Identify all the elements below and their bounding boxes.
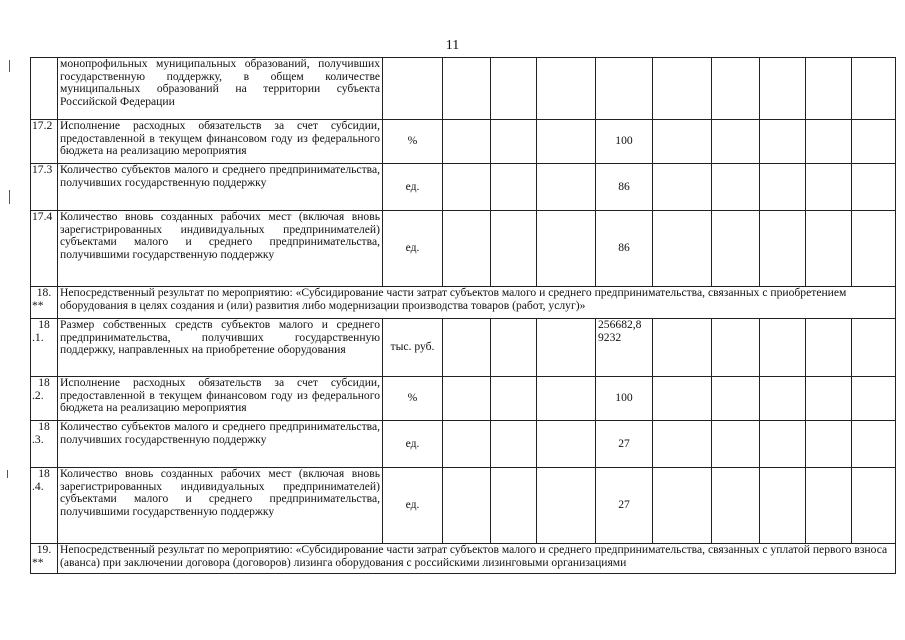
value-cell [852, 319, 896, 377]
value-cell [443, 164, 491, 211]
value-cell [443, 421, 491, 468]
row-number [31, 544, 58, 574]
scan-mark [7, 470, 8, 478]
value-cell [491, 319, 537, 377]
row-number: 17.4 [31, 211, 58, 287]
table-row [31, 377, 896, 421]
value-cell [852, 421, 896, 468]
row-number [31, 468, 58, 544]
unit-cell: % [383, 120, 443, 164]
table-row [31, 287, 896, 319]
value-cell [443, 120, 491, 164]
value-cell [491, 120, 537, 164]
value-cell [653, 211, 712, 287]
value-cell [537, 58, 596, 120]
row-number-part: .2. [32, 388, 44, 402]
row-number-part: .4. [32, 479, 44, 493]
indicator-name: Количество вновь созданных рабочих мест (включая вновь зарегистрированных индивидуальных предпринимателей) субъектами малого и среднего предпринимательства, получившими государственную поддержку [58, 211, 383, 287]
target-value: 86 [596, 211, 653, 287]
row-number-part: ** [32, 298, 44, 312]
value-cell [537, 468, 596, 544]
value-cell [806, 468, 852, 544]
target-value: 27 [596, 421, 653, 468]
value-cell [712, 120, 760, 164]
row-number-part: 18 [38, 318, 50, 331]
value-cell [712, 319, 760, 377]
row-number-part: ** [32, 555, 44, 569]
value-cell [760, 120, 806, 164]
indicator-name: Количество вновь созданных рабочих мест (включая вновь зарегистрированных индивидуальных предпринимателей) субъектами малого и среднего предпринимательства, получившими государственную поддержку [58, 468, 383, 544]
unit-cell: ед. [383, 164, 443, 211]
row-number [31, 58, 58, 120]
value-cell [491, 377, 537, 421]
target-value-part: 9232 [598, 330, 622, 344]
value-cell [491, 468, 537, 544]
unit-cell [383, 58, 443, 120]
value-cell [443, 211, 491, 287]
value-cell [491, 164, 537, 211]
value-cell [806, 421, 852, 468]
value-cell [491, 421, 537, 468]
row-number [31, 421, 58, 468]
target-value: 100 [596, 120, 653, 164]
target-value: 27 [596, 468, 653, 544]
value-cell [852, 120, 896, 164]
value-cell [852, 377, 896, 421]
value-cell [760, 319, 806, 377]
value-cell [852, 58, 896, 120]
value-cell [537, 421, 596, 468]
result-description: Непосредственный результат по мероприятию: «Субсидирование части затрат субъектов малого и среднего предпринимательства, связанных с уплатой первого взноса (аванса) при заключении договора (договоров) лизинга оборудования с российскими лизинговыми организациями [58, 544, 896, 574]
indicator-name: Исполнение расходных обязательств за счет субсидии, предоставленной в текущем финансовом году из федерального бюджета на реализацию мероприятия [58, 377, 383, 421]
indicator-name: Размер собственных средств субъектов малого и среднего предпринимательства, получивших государственную поддержку, направленных на приобретение оборудования [58, 319, 383, 377]
value-cell [852, 468, 896, 544]
value-cell [712, 468, 760, 544]
value-cell [760, 58, 806, 120]
value-cell [537, 120, 596, 164]
indicator-name: Количество субъектов малого и среднего предпринимательства, получивших государственную поддержку [58, 164, 383, 211]
value-cell [537, 377, 596, 421]
row-number-part: 18. [36, 286, 52, 299]
value-cell [712, 164, 760, 211]
table-row [31, 211, 896, 287]
target-value-part: 256682,8 [598, 318, 642, 331]
unit-cell: ед. [383, 468, 443, 544]
value-cell [443, 468, 491, 544]
row-number-part: .1. [32, 330, 44, 344]
value-cell [443, 58, 491, 120]
value-cell [806, 164, 852, 211]
value-cell [760, 468, 806, 544]
value-cell [443, 377, 491, 421]
table-row [31, 120, 896, 164]
unit-cell: ед. [383, 421, 443, 468]
value-cell [653, 377, 712, 421]
table-row [31, 58, 896, 120]
row-number-part: 18 [38, 467, 50, 480]
indicator-name: Исполнение расходных обязательств за счет субсидии, предоставленной в текущем финансовом году из федерального бюджета на реализацию мероприятия [58, 120, 383, 164]
value-cell [653, 58, 712, 120]
target-value [596, 319, 653, 377]
unit-cell: ед. [383, 211, 443, 287]
value-cell [537, 211, 596, 287]
row-number [31, 287, 58, 319]
row-number-part: 19. [36, 543, 52, 556]
value-cell [712, 58, 760, 120]
value-cell [852, 211, 896, 287]
results-table [30, 57, 896, 574]
page-number: 11 [445, 38, 460, 53]
value-cell [653, 319, 712, 377]
indicator-name: монопрофильных муниципальных образований, получивших государственную поддержку, в общем количестве муниципальных образований на территории субъекта Российской Федерации [58, 58, 383, 120]
value-cell [653, 120, 712, 164]
value-cell [712, 211, 760, 287]
value-cell [537, 164, 596, 211]
unit-cell: % [383, 377, 443, 421]
indicator-name: Количество субъектов малого и среднего предпринимательства, получивших государственную поддержку [58, 421, 383, 468]
value-cell [806, 120, 852, 164]
value-cell [760, 164, 806, 211]
target-value [596, 58, 653, 120]
row-number-part: 18 [38, 420, 50, 433]
scan-mark [9, 60, 10, 72]
target-value: 100 [596, 377, 653, 421]
value-cell [852, 164, 896, 211]
table-row [31, 319, 896, 377]
table-row [31, 421, 896, 468]
result-description: Непосредственный результат по мероприятию: «Субсидирование части затрат субъектов малого и среднего предпринимательства, связанных с приобретением оборудования в целях создания и (или) развития либо модернизации производства товаров (работ, услуг)» [58, 287, 896, 319]
value-cell [653, 164, 712, 211]
value-cell [653, 421, 712, 468]
value-cell [806, 319, 852, 377]
row-number: 17.3 [31, 164, 58, 211]
row-number [31, 377, 58, 421]
row-number-part: .3. [32, 432, 44, 446]
scan-mark [9, 190, 10, 204]
value-cell [653, 468, 712, 544]
table-row [31, 468, 896, 544]
value-cell [806, 58, 852, 120]
row-number: 17.2 [31, 120, 58, 164]
table-row [31, 544, 896, 574]
value-cell [712, 421, 760, 468]
target-value: 86 [596, 164, 653, 211]
value-cell [491, 211, 537, 287]
row-number-part: 18 [38, 376, 50, 389]
value-cell [760, 421, 806, 468]
table-row [31, 164, 896, 211]
value-cell [712, 377, 760, 421]
unit-cell: тыс. руб. [383, 319, 443, 377]
row-number [31, 319, 58, 377]
value-cell [537, 319, 596, 377]
value-cell [760, 211, 806, 287]
value-cell [806, 211, 852, 287]
value-cell [806, 377, 852, 421]
value-cell [491, 58, 537, 120]
value-cell [760, 377, 806, 421]
value-cell [443, 319, 491, 377]
